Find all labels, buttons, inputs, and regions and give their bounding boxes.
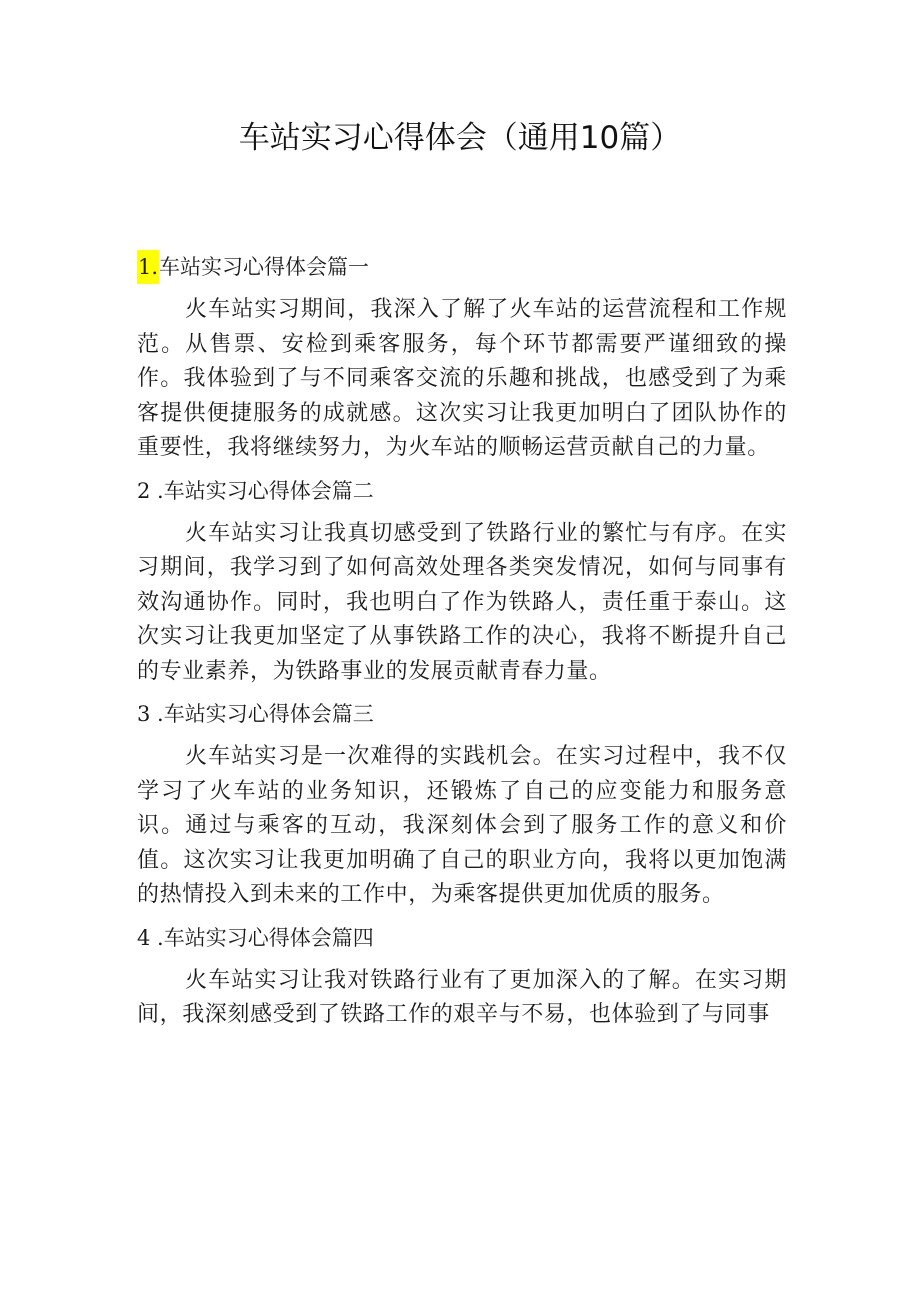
section-heading-text: 车站实习心得体会篇一 bbox=[159, 255, 370, 279]
section-heading bbox=[137, 697, 787, 731]
section-heading-text: 车站实习心得体会篇四 bbox=[163, 925, 374, 950]
section-heading bbox=[137, 250, 787, 284]
section-paragraph: 火车站实习期间，我深入了解了火车站的运营流程和工作规范。从售票、安检到乘客服务，每个环节都需要严谨细致的操作。我体验到了与不同乘客交流的乐趣和挑战，也感受到了为乘客提供便捷服务的成就感。这次实习让我更加明白了团队协作的重要性，我将继续努力，为火车站的顺畅运营贡献自己的力量。 bbox=[137, 297, 787, 460]
section-heading-text: 车站实习心得体会篇二 bbox=[163, 478, 374, 503]
section-paragraph: 火车站实习让我真切感受到了铁路行业的繁忙与有序。在实习期间，我学习到了如何高效处理各类突发情况，如何与同事有效沟通协作。同时，我也明白了作为铁路人，责任重于泰山。这次实习让我更加坚定了从事铁路工作的决心，我将不断提升自己的专业素养，为铁路事业的发展贡献青春力量。 bbox=[137, 520, 787, 684]
section-number-highlighted: 1. bbox=[137, 250, 159, 284]
document-title: 车站实习心得体会（通用10篇） bbox=[238, 120, 682, 156]
section-paragraph: 火车站实习是一次难得的实践机会。在实习过程中，我不仅学习了火车站的业务知识，还锻炼了自己的应变能力和服务意识。通过与乘客的互动，我深刻体会到了服务工作的意义和价值。这次实习让我更加明确了自己的职业方向，我将以更加饱满的热情投入到未来的工作中，为乘客提供更加优质的服务。 bbox=[137, 744, 787, 907]
section-heading-text: 车站实习心得体会篇三 bbox=[163, 702, 374, 726]
section-number: 3 . bbox=[137, 702, 164, 726]
document-body bbox=[137, 250, 787, 1041]
section-heading bbox=[137, 474, 787, 508]
section-1 bbox=[137, 250, 787, 466]
section-heading bbox=[137, 921, 787, 955]
section-2 bbox=[137, 474, 787, 690]
section-paragraph: 火车站实习让我对铁路行业有了更加深入的了解。在实习期间，我深刻感受到了铁路工作的艰辛与不易，也体验到了与同事 bbox=[137, 967, 787, 1027]
section-3 bbox=[137, 697, 787, 913]
section-4 bbox=[137, 921, 787, 1033]
section-number: 4 . bbox=[137, 925, 164, 950]
section-number: 2 . bbox=[137, 478, 164, 503]
